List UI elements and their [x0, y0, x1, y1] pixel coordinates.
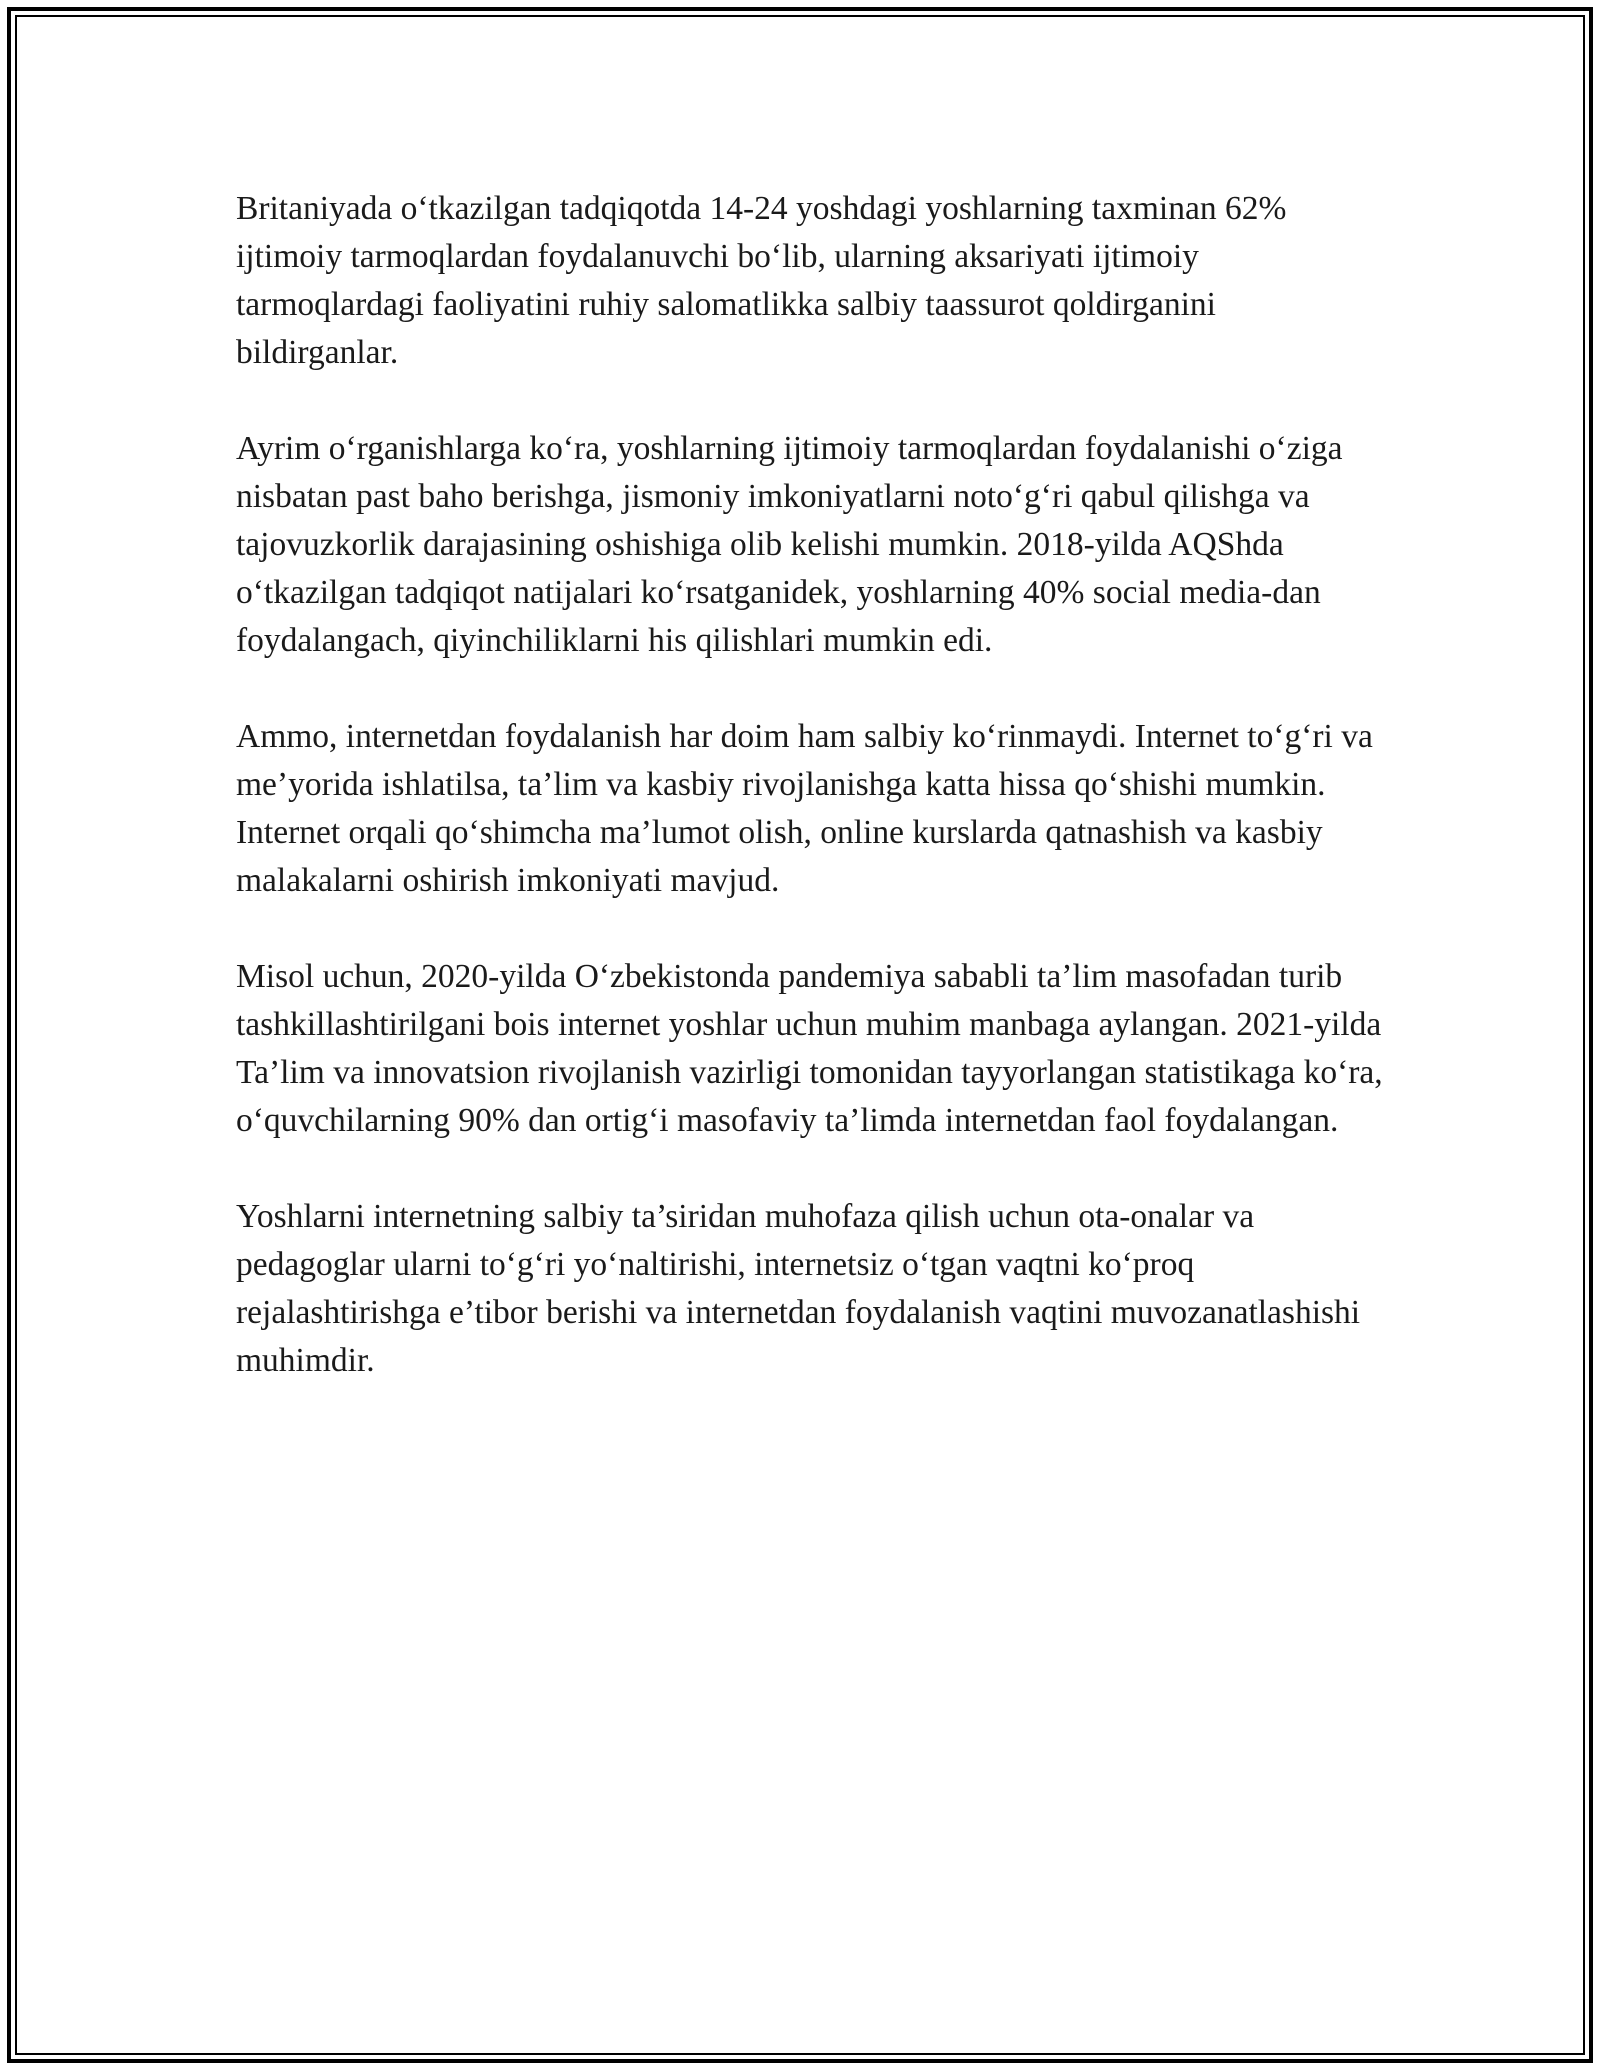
- paragraph-conclusion: Yoshlarni internetning salbiy ta’siridan muhofaza qilish uchun ota-onalar va pedagoglar ularni to‘g‘ri yo‘naltirishi, internetsiz o‘tgan vaqtni ko‘proq rejalashtirishga e’tibor berishi va internetdan foydalanish vaqtini muvozanatlashishi muhimdir.: [236, 1198, 1361, 1379]
- paragraph-negative-effects: Ayrim o‘rganishlarga ko‘ra, yoshlarning ijtimoiy tarmoqlardan foydalanishi o‘ziga nisbatan past baho berishga, jismoniy imkoniyatlarni noto‘g‘ri qabul qilishga va tajovuzkorlik darajasining oshishiga olib kelishi mumkin. 2018-yilda AQShda o‘tkazilgan tadqiqot natijalari ko‘rsatganidek, yoshlarning 40% social media-dan foydalangach, qiyinchiliklarni his qilishlari mumkin edi.: [236, 430, 1343, 659]
- paragraph-positive-use: Ammo, internetdan foydalanish har doim ham salbiy ko‘rinmaydi. Internet to‘g‘ri va me’yorida ishlatilsa, ta’lim va kasbiy rivojlanishga katta hissa qo‘shishi mumkin. Internet orqali qo‘shimcha ma’lumot olish, online kurslarda qatnashish va kasbiy malakalarni oshirish imkoniyati mavjud.: [236, 718, 1373, 899]
- paragraph-uzbekistan-example: Misol uchun, 2020-yilda O‘zbekistonda pandemiya sababli ta’lim masofadan turib tashkillashtirilgani bois internet yoshlar uchun muhim manbaga aylangan. 2021-yilda Ta’lim va innovatsion rivojlanish vazirligi tomonidan tayyorlangan statistikaga ko‘ra, o‘quvchilarning 90% dan ortig‘i masofaviy ta’limda internetdan faol foydalangan.: [236, 958, 1383, 1139]
- document-body: [236, 185, 1386, 1433]
- paragraph-uk-study: Britaniyada o‘tkazilgan tadqiqotda 14-24 yoshdagi yoshlarning taxminan 62% ijtimoiy tarmoqlardan foydalanuvchi bo‘lib, ularning aksariyati ijtimoiy tarmoqlardagi faoliyatini ruhiy salomatlikka salbiy taassurot qoldirganini bildirganlar.: [236, 190, 1287, 371]
